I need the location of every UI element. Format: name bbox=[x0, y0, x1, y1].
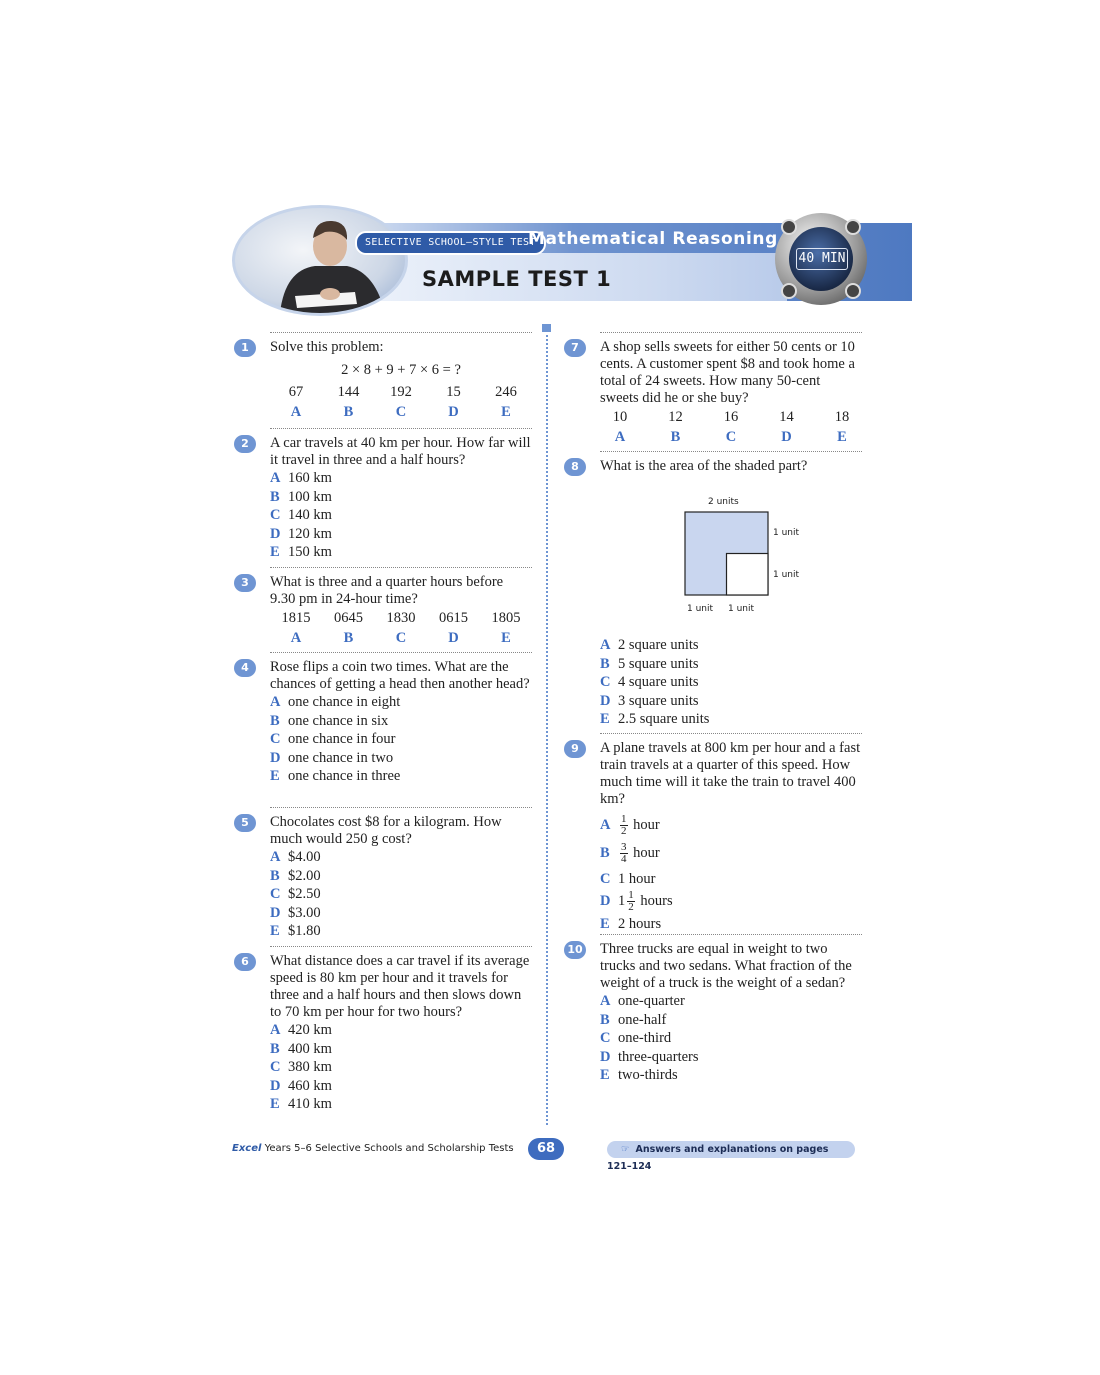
area-diagram bbox=[680, 495, 820, 620]
option-c[interactable]: C 380 km bbox=[270, 1059, 332, 1075]
option-e[interactable]: E one chance in three bbox=[270, 768, 401, 784]
option-c[interactable]: C one-third bbox=[600, 1030, 672, 1046]
header-banner bbox=[232, 205, 912, 310]
answers-text: Answers and explanations on pages 121–124 bbox=[607, 1144, 829, 1172]
timer-display: 40 MIN bbox=[796, 248, 848, 270]
question-text: Chocolates cost $8 for a kilogram. How much would 250 g cost? bbox=[270, 814, 502, 847]
value: 1830 bbox=[386, 610, 416, 626]
question-text: Rose flips a coin two times. What are the chances of getting a head then another head? bbox=[270, 659, 530, 692]
question-text: What is three and a quarter hours before 9.30 pm in 24-hour time? bbox=[270, 574, 504, 607]
option-letter[interactable]: E bbox=[837, 429, 847, 445]
question-text: Three trucks are equal in weight to two trucks and two sedans. What fraction of the weight of a truck is the weight of a sedan? bbox=[600, 941, 852, 991]
fraction: $\frac{1}{2}$ bbox=[621, 813, 627, 838]
question-number: 5 bbox=[234, 814, 256, 832]
question-6 bbox=[241, 946, 532, 1114]
option-a[interactable]: A $\frac{1}{2}$ hour bbox=[600, 813, 660, 838]
option-c[interactable]: C $2.50 bbox=[270, 886, 321, 902]
option-b[interactable]: B 100 km bbox=[270, 488, 332, 505]
question-number: 3 bbox=[234, 574, 256, 592]
value: 10 bbox=[612, 409, 628, 425]
question-number: 8 bbox=[564, 458, 586, 476]
value: 192 bbox=[390, 384, 412, 400]
option-letter[interactable]: C bbox=[725, 429, 737, 445]
value: 246 bbox=[495, 384, 517, 400]
option-letter[interactable]: B bbox=[343, 404, 354, 420]
label-bottom-right: 1 unit bbox=[728, 604, 755, 614]
value: 144 bbox=[337, 384, 360, 400]
option-c[interactable]: C 4 square units bbox=[600, 674, 699, 690]
label-top: 2 units bbox=[708, 497, 739, 507]
option-letter[interactable]: D bbox=[448, 404, 459, 420]
option-d[interactable]: D 120 km bbox=[270, 525, 332, 542]
question-text: Solve this problem: bbox=[270, 339, 384, 355]
option-e[interactable]: E 2.5 square units bbox=[600, 711, 710, 727]
option-b[interactable]: B $\frac{3}{4}$ hour bbox=[600, 841, 660, 866]
page-title: SAMPLE TEST 1 bbox=[422, 267, 612, 291]
option-letter[interactable]: C bbox=[395, 404, 407, 420]
option-letter[interactable]: A bbox=[614, 429, 626, 445]
answer-letters bbox=[270, 628, 532, 648]
option-c[interactable]: C 140 km bbox=[270, 507, 332, 523]
option-d[interactable]: D 460 km bbox=[270, 1077, 332, 1094]
question-10 bbox=[567, 934, 862, 1085]
option-b[interactable]: B one chance in six bbox=[270, 712, 389, 729]
page-number: 68 bbox=[528, 1138, 564, 1160]
option-a[interactable]: A 420 km bbox=[270, 1022, 332, 1038]
option-e[interactable]: E two-thirds bbox=[600, 1067, 678, 1083]
equation: 2 × 8 + 9 + 7 × 6 = ? bbox=[341, 362, 461, 378]
question-4 bbox=[241, 652, 532, 786]
value: 14 bbox=[779, 409, 794, 425]
option-d[interactable]: D one chance in two bbox=[270, 749, 394, 766]
question-text: What distance does a car travel if its average speed is 80 km per hour and it travels for three and a half hours and then slows down to 70 km per hour for two hours? bbox=[270, 953, 530, 1020]
question-number: 4 bbox=[234, 659, 256, 677]
pointing-hand-icon: ☞ bbox=[621, 1144, 630, 1155]
answer-values bbox=[270, 608, 532, 628]
option-a[interactable]: A one chance in eight bbox=[270, 694, 401, 710]
question-8 bbox=[571, 451, 862, 475]
question-9 bbox=[571, 733, 862, 935]
book-title: Years 5–6 Selective Schools and Scholarship Tests bbox=[264, 1143, 514, 1154]
value: 12 bbox=[668, 409, 683, 425]
option-d[interactable]: D $3.00 bbox=[270, 904, 321, 921]
footer-book-title bbox=[232, 1143, 514, 1154]
answer-letters bbox=[600, 427, 862, 447]
option-a[interactable]: A 2 square units bbox=[600, 637, 699, 653]
value: 15 bbox=[446, 384, 461, 400]
option-d[interactable]: D 3 square units bbox=[600, 692, 699, 709]
option-b[interactable]: B $2.00 bbox=[270, 867, 321, 884]
option-b[interactable]: B 5 square units bbox=[600, 655, 699, 672]
answer-letters bbox=[270, 402, 532, 422]
question-7 bbox=[571, 332, 862, 447]
option-e[interactable]: E 410 km bbox=[270, 1096, 332, 1112]
student-photo bbox=[232, 205, 408, 316]
option-letter[interactable]: E bbox=[501, 630, 511, 646]
question-text: A car travels at 40 km per hour. How far will it travel in three and a half hours? bbox=[270, 435, 531, 468]
option-e[interactable]: E 150 km bbox=[270, 544, 332, 560]
question-2 bbox=[241, 428, 532, 562]
option-letter[interactable]: B bbox=[343, 630, 354, 646]
question-number: 7 bbox=[564, 339, 586, 357]
option-letter[interactable]: D bbox=[781, 429, 792, 445]
option-e[interactable]: E 2 hours bbox=[600, 916, 662, 933]
option-letter[interactable]: C bbox=[395, 630, 407, 646]
value: 18 bbox=[834, 409, 850, 425]
option-letter[interactable]: E bbox=[501, 404, 511, 420]
question-number: 6 bbox=[234, 953, 256, 971]
option-d[interactable]: D three-quarters bbox=[600, 1048, 699, 1065]
option-d[interactable]: D 1 $\frac{1}{2}$ hours bbox=[600, 889, 673, 914]
option-a[interactable]: A $4.00 bbox=[270, 849, 321, 865]
option-letter[interactable]: A bbox=[290, 630, 302, 646]
question-number: 9 bbox=[564, 740, 586, 758]
label-right-lower: 1 unit bbox=[773, 570, 800, 580]
value: 0615 bbox=[439, 610, 468, 626]
fraction: $\frac{3}{4}$ bbox=[621, 841, 627, 866]
value: 67 bbox=[288, 384, 304, 400]
brand-logo: Excel bbox=[232, 1143, 262, 1154]
value: 0645 bbox=[334, 610, 363, 626]
option-b[interactable]: B one-half bbox=[600, 1011, 667, 1028]
label-bottom-left: 1 unit bbox=[687, 604, 714, 614]
answer-values bbox=[600, 407, 862, 427]
subject-title: Mathematical Reasoning bbox=[528, 229, 778, 249]
stopwatch-icon bbox=[775, 213, 867, 305]
option-e[interactable]: E $1.80 bbox=[270, 923, 321, 939]
l-shape-figure bbox=[680, 495, 820, 620]
question-5 bbox=[241, 807, 532, 941]
fraction: $\frac{1}{2}$ bbox=[628, 889, 634, 914]
value: 1815 bbox=[281, 610, 311, 626]
option-a[interactable]: A one-quarter bbox=[600, 993, 685, 1009]
answer-values bbox=[270, 382, 532, 402]
value: 16 bbox=[723, 409, 739, 425]
column-divider bbox=[546, 330, 548, 1125]
option-letter[interactable]: A bbox=[290, 404, 302, 420]
option-a[interactable]: A 160 km bbox=[270, 470, 332, 486]
question-number: 10 bbox=[564, 941, 586, 959]
label-right-upper: 1 unit bbox=[773, 528, 800, 538]
question-number: 1 bbox=[234, 339, 256, 357]
question-8-options bbox=[600, 636, 862, 729]
option-b[interactable]: B 400 km bbox=[270, 1040, 332, 1057]
option-letter[interactable]: B bbox=[670, 429, 681, 445]
option-c[interactable]: C 1 hour bbox=[600, 871, 656, 887]
question-text: A shop sells sweets for either 50 cents or 10 cents. A customer spent $8 and took home a total of 24 sweets. How many 50-cent sweets did he or she buy? bbox=[600, 339, 855, 406]
question-text: What is the area of the shaded part? bbox=[600, 458, 808, 474]
test-type-pill: SELECTIVE SCHOOL–STYLE TEST bbox=[355, 231, 546, 255]
question-3 bbox=[241, 567, 532, 648]
option-letter[interactable]: D bbox=[448, 630, 459, 646]
question-1 bbox=[241, 332, 532, 422]
answers-reference[interactable] bbox=[607, 1141, 855, 1172]
question-text: A plane travels at 800 km per hour and a fast train travels at a quarter of this speed. How much time will it take the train to travel 400 km? bbox=[600, 740, 861, 807]
option-c[interactable]: C one chance in four bbox=[270, 731, 396, 747]
question-number: 2 bbox=[234, 435, 256, 453]
value: 1805 bbox=[491, 610, 521, 626]
